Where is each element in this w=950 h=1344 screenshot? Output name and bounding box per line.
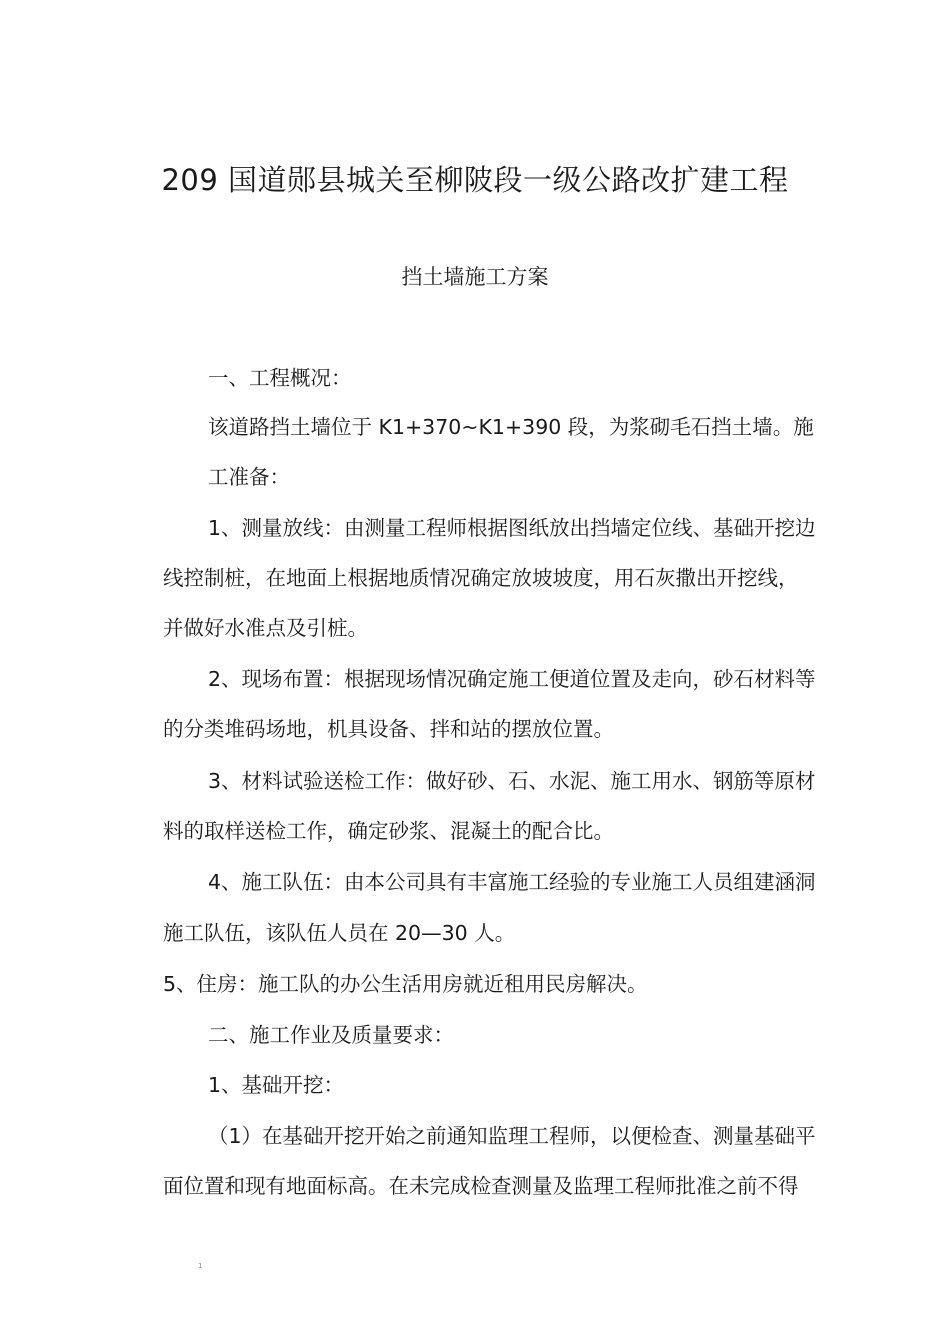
paragraph-line: 1、测量放线：由测量工程师根据图纸放出挡墙定位线、基础开挖边 bbox=[208, 516, 816, 540]
paragraph-line: 工准备： bbox=[208, 465, 290, 489]
document-title: 209 国道郧县城关至柳陂段一级公路改扩建工程 bbox=[161, 163, 789, 197]
paragraph-line: 线控制桩，在地面上根据地质情况确定放坡坡度，用石灰撒出开挖线， bbox=[163, 566, 799, 590]
paragraph-line: 2、现场布置：根据现场情况确定施工便道位置及走向，砂石材料等 bbox=[208, 667, 816, 691]
paragraph-line: 4、施工队伍：由本公司具有丰富施工经验的专业施工人员组建涵洞 bbox=[208, 870, 816, 894]
paragraph-line: 施工队伍，该队伍人员在 20—30 人。 bbox=[163, 921, 516, 945]
paragraph-line: （1）在基础开挖开始之前通知监理工程师，以便检查、测量基础平 bbox=[208, 1124, 816, 1148]
subsection-heading-excavation: 1、基础开挖： bbox=[208, 1073, 345, 1097]
paragraph-line: 3、材料试验送检工作：做好砂、石、水泥、施工用水、钢筋等原材 bbox=[208, 769, 816, 793]
paragraph-line: 面位置和现有地面标高。在未完成检查测量及监理工程师批准之前不得 bbox=[163, 1174, 799, 1198]
section-heading-construction: 二、施工作业及质量要求： bbox=[208, 1023, 454, 1047]
paragraph-line: 的分类堆码场地，机具设备、拌和站的摆放位置。 bbox=[163, 717, 614, 741]
paragraph-line: 并做好水准点及引桩。 bbox=[163, 616, 368, 640]
paragraph-line: 5、住房：施工队的办公生活用房就近租用民房解决。 bbox=[163, 972, 648, 996]
paragraph-line: 料的取样送检工作，确定砂浆、混凝土的配合比。 bbox=[163, 819, 614, 843]
page-number: 1 bbox=[198, 1262, 203, 1270]
paragraph-line: 该道路挡土墙位于 K1+370~K1+390 段，为浆砌毛石挡土墙。施 bbox=[208, 415, 814, 439]
section-heading-overview: 一、工程概况： bbox=[208, 366, 352, 390]
document-subtitle: 挡土墙施工方案 bbox=[401, 265, 549, 289]
